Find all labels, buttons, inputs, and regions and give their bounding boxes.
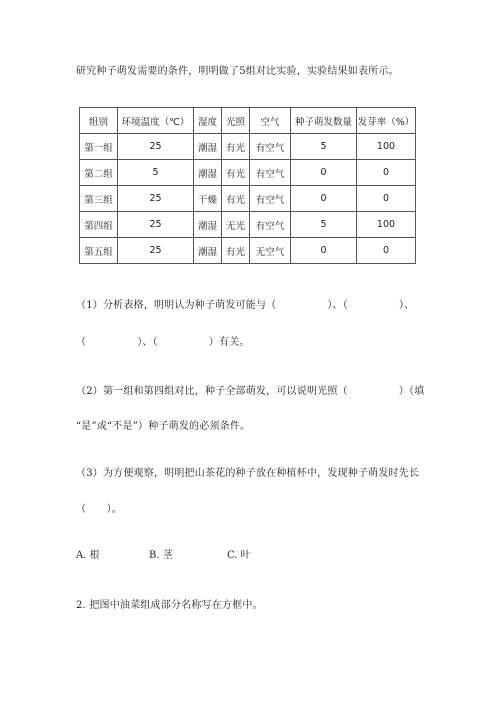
table-cell: 潮湿: [194, 238, 222, 264]
table-cell: 5: [291, 134, 357, 160]
table-cell: 0: [357, 186, 416, 212]
question-3-line-1: （3）为方便观察，明明把山茶花的种子放在种植杯中，发现种子萌发时先长: [76, 468, 420, 479]
table-cell: 5: [291, 212, 357, 238]
table-row: [80, 212, 416, 238]
table-cell: 0: [357, 238, 416, 264]
table-row: [80, 160, 416, 186]
header-cell: 种子萌发数量: [291, 108, 357, 134]
option-a[interactable]: A. 根: [76, 550, 100, 561]
table-cell: 有光: [222, 134, 250, 160]
table-cell: 0: [291, 160, 357, 186]
header-cell: 空气: [250, 108, 291, 134]
table-cell: 0: [291, 238, 357, 264]
table-cell: 0: [357, 160, 416, 186]
header-cell: 光照: [222, 108, 250, 134]
header-cell: 组别: [80, 108, 118, 134]
header-cell: 湿度: [194, 108, 222, 134]
question-1-line-1: （1）分析表格，明明认为种子萌发可能与（ ）、（ ）、: [76, 300, 415, 311]
intro-text: 研究种子萌发需要的条件，明明做了5组对比实验，实验结果如表所示。: [76, 66, 399, 77]
option-b[interactable]: B. 茎: [149, 550, 173, 561]
table-row: [80, 238, 416, 264]
table-cell: 潮湿: [194, 134, 222, 160]
table-cell: 有光: [222, 186, 250, 212]
table-cell: 第五组: [80, 238, 118, 264]
table-cell: 25: [118, 134, 194, 160]
table-cell: 第三组: [80, 186, 118, 212]
table-cell: 第四组: [80, 212, 118, 238]
table-header-row: [80, 108, 416, 134]
question-1-line-2: （ ）、（ ）有关。: [76, 337, 250, 348]
table-cell: 有空气: [250, 212, 291, 238]
header-cell: 发芽率（%）: [357, 108, 416, 134]
table-cell: 有空气: [250, 186, 291, 212]
table-cell: 25: [118, 238, 194, 264]
table-cell: 第二组: [80, 160, 118, 186]
table-cell: 潮湿: [194, 212, 222, 238]
table-cell: 有光: [222, 238, 250, 264]
question-2-line-1: （2）第一组和第四组对比，种子全部萌发，可以说明光照（ ）（填: [76, 386, 425, 397]
table-cell: 100: [357, 134, 416, 160]
table-cell: 第一组: [80, 134, 118, 160]
table-cell: 无空气: [250, 238, 291, 264]
question-3-line-2: （ ）。: [76, 504, 122, 515]
header-cell: 环境温度（℃）: [118, 108, 194, 134]
table-cell: 100: [357, 212, 416, 238]
option-c[interactable]: C. 叶: [227, 550, 251, 561]
table-cell: 5: [118, 160, 194, 186]
table-row: [80, 186, 416, 212]
table-cell: 潮湿: [194, 160, 222, 186]
experiment-table: [79, 107, 416, 264]
table-cell: 25: [118, 212, 194, 238]
question-2-title: 2. 把图中油菜组成部分名称写在方框中。: [76, 600, 263, 611]
table-row: [80, 134, 416, 160]
table-cell: 0: [291, 186, 357, 212]
table-cell: 干燥: [194, 186, 222, 212]
table-cell: 有空气: [250, 134, 291, 160]
table-cell: 25: [118, 186, 194, 212]
table-cell: 有空气: [250, 160, 291, 186]
table-cell: 有光: [222, 160, 250, 186]
question-2-line-2: “是”或“不是”）种子萌发的必须条件。: [76, 421, 251, 432]
table-cell: 无光: [222, 212, 250, 238]
